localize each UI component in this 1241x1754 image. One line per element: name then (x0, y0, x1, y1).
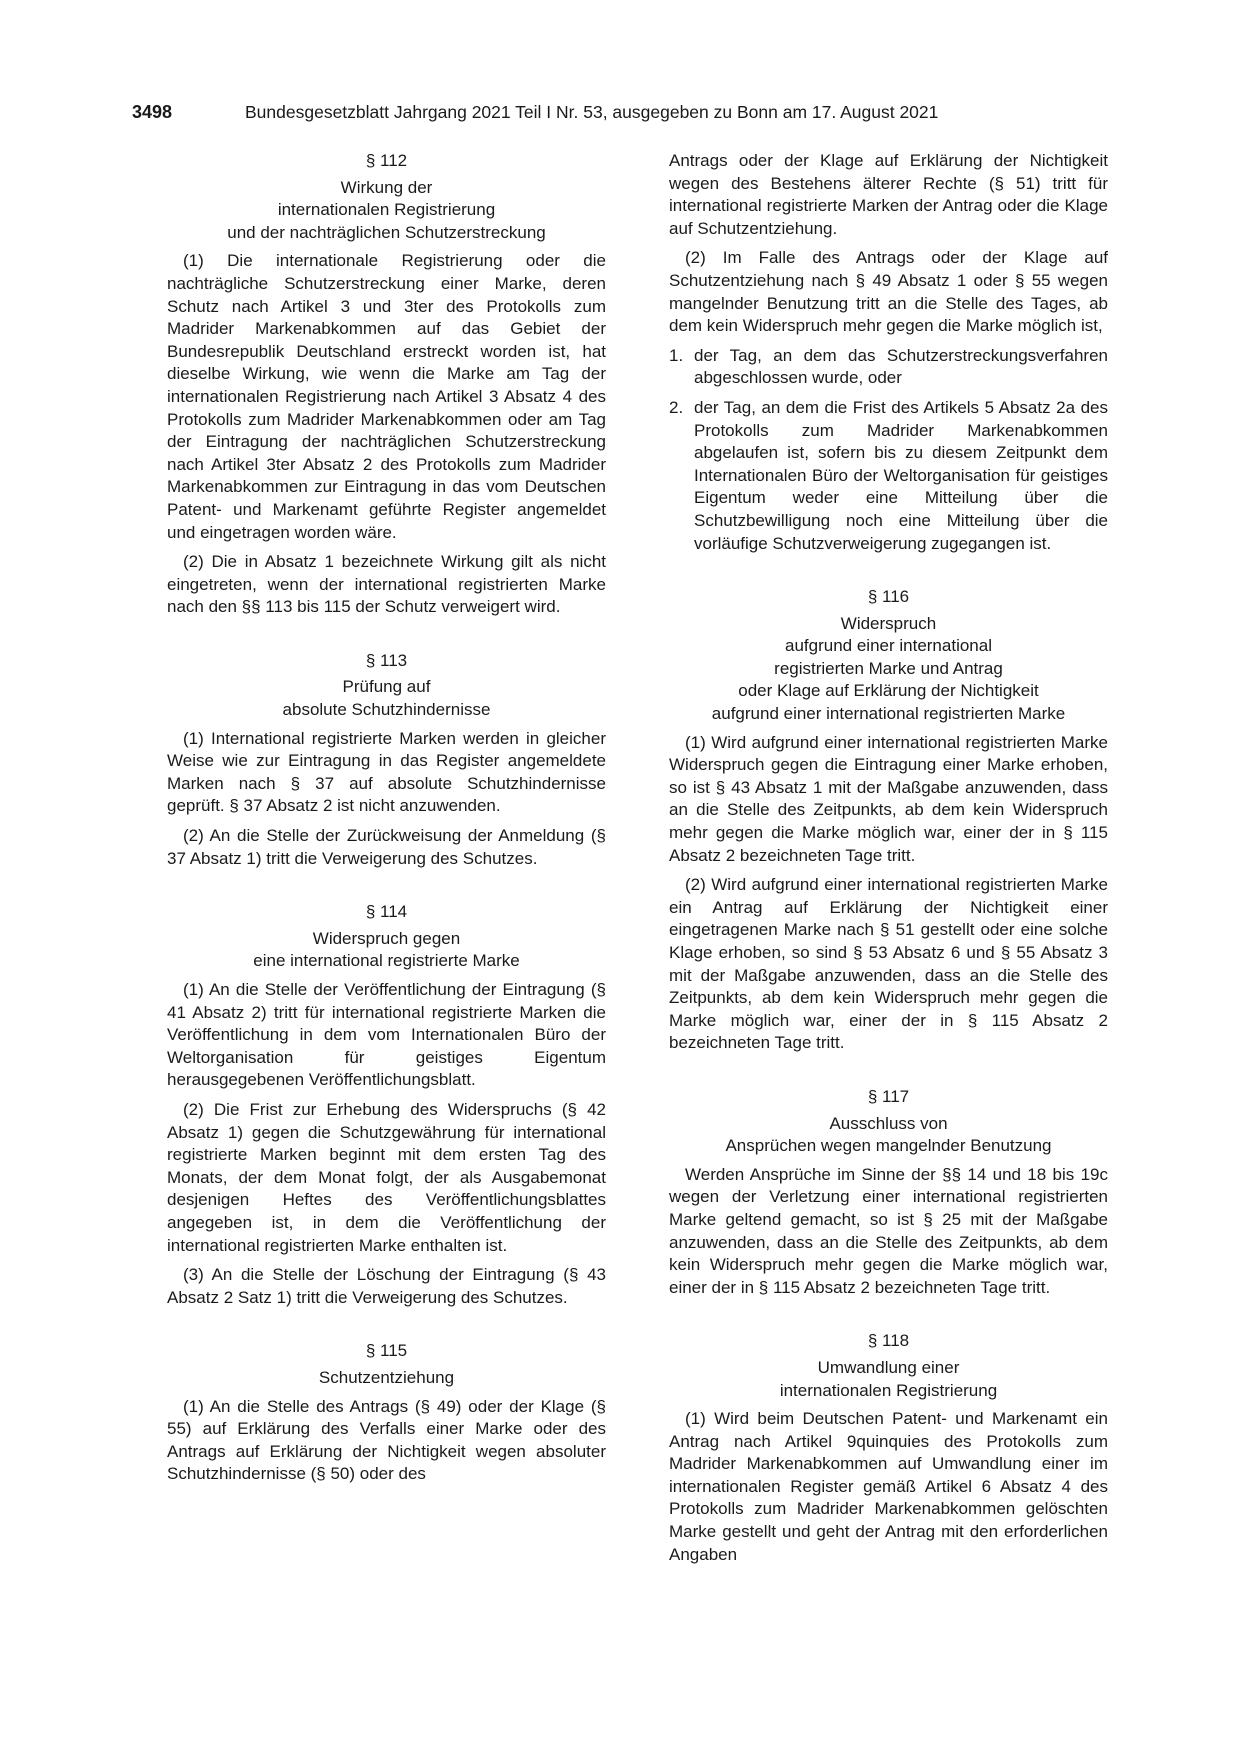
paragraph: (2) An die Stelle der Zurückweisung der Anmeldung (§ 37 Absatz 1) tritt die Verweigerung des Schutzes. (167, 826, 606, 868)
paragraph: (2) Im Falle des Antrags oder der Klage auf Schutzentziehung nach § 49 Absatz 1 oder § 55 wegen mangelnder Benutzung tritt an die Stelle des Tages, ab dem kein Widerspruch mehr gegen die Marke möglich ist, (669, 248, 1108, 336)
section-title-line: Umwandlung einer (817, 1357, 960, 1377)
page-header (132, 99, 1122, 125)
section-title-line: Widerspruch gegen (312, 928, 461, 948)
section-heading: § 118 (867, 1331, 910, 1351)
paragraph: (2) Die in Absatz 1 bezeichnete Wirkung gilt als nicht eingetreten, wenn der international registrierten Marke nach den §§ 113 bis 115 der Schutz verweigert wird. (167, 552, 606, 617)
section-title-line: Schutzentziehung (318, 1367, 455, 1387)
numbered-list (669, 345, 1108, 555)
section-title (167, 177, 606, 245)
section-title (167, 1367, 606, 1390)
section-title-line: eine international registrierte Marke (253, 951, 520, 971)
section-heading: § 117 (867, 1086, 910, 1106)
section-title (669, 1113, 1108, 1158)
section-title-line: Ausschluss von (829, 1113, 948, 1133)
list-item (669, 345, 1108, 390)
section-117 (669, 1086, 1108, 1299)
section-113 (167, 650, 606, 870)
section-heading: § 114 (365, 902, 408, 922)
paragraph: (1) Die internationale Registrierung oder die nachträgliche Schutzerstreckung einer Marke, deren Schutz nach Artikel 3 und 3ter des Protokolls zum Madrider Markenabkommen auf das Gebiet der Bundesrepublik Deutschland erstreckt worden ist, hat dieselbe Wirkung, wie wenn die Marke am Tag der internationalen Registrierung nach Artikel 3 Absatz 4 des Protokolls zum Madrider Markenabkommen oder am Tag der Eintragung der nachträglichen Schutzerstreckung nach Artikel 3ter Absatz 2 des Protokolls zum Madrider Markenabkommen zur Eintragung in das vom Deutschen Patent- und Markenamt geführte Register angemeldet und eingetragen worden wäre. (167, 251, 606, 542)
right-column (669, 150, 1108, 1573)
paragraph: Werden Ansprüche im Sinne der §§ 14 und 18 bis 19c wegen der Verletzung einer international registrierten Marke geltend gemacht, so ist § 25 mit der Maßgabe anzuwenden, dass an die Stelle des Zeitpunkts, ab dem kein Widerspruch mehr gegen die Marke möglich war, einer der in § 115 Absatz 2 bezeichneten Tage tritt. (669, 1164, 1108, 1297)
list-item (669, 397, 1108, 555)
section-heading: § 116 (867, 587, 910, 607)
section-title (669, 613, 1108, 726)
section-title-line: Prüfung auf (342, 677, 431, 697)
paragraph: (1) International registrierte Marken werden in gleicher Weise wie zur Eintragung in das Register angemeldete Marken nach § 37 auf absolute Schutzhindernisse geprüft. § 37 Absatz 2 ist nicht anzuwenden. (167, 728, 606, 816)
section-115-continued (669, 150, 1108, 555)
list-item-text: der Tag, an dem das Schutzerstreckungsverfahren abgeschlossen wurde, oder (694, 345, 1108, 388)
list-marker: 2. (669, 397, 684, 417)
list-item-text: der Tag, an dem die Frist des Artikels 5 Absatz 2a des Protokolls zum Madrider Markenabkommen abgelaufen ist, sofern bis zu diesem Zeitpunkt dem Internationalen Büro der Weltorganisation für geistiges Eigentum weder eine Mitteilung über die Schutzbewilligung noch eine Mitteilung über die vorläufige Schutzverweigerung zugegangen ist. (694, 397, 1108, 553)
running-header: Bundesgesetzblatt Jahrgang 2021 Teil I Nr. 53, ausgegeben zu Bonn am 17. August 2021 (245, 102, 939, 122)
section-114 (167, 901, 606, 1309)
section-heading: § 112 (365, 151, 408, 170)
section-heading: § 115 (365, 1341, 408, 1361)
section-title-line: und der nachträglichen Schutzerstreckung (227, 222, 546, 242)
paragraph: (2) Die Frist zur Erhebung des Widerspruchs (§ 42 Absatz 1) gegen die Schutzgewährung für international registrierte Marken beginnt mit dem ersten Tag des Monats, der dem Monat folgt, der als Ausgabemonat desjenigen Heftes des Veröffentlichungsblattes angegeben ist, in dem die Veröffentlichung der international registrierten Marke enthalten ist. (167, 1099, 606, 1255)
paragraph: (1) Wird beim Deutschen Patent- und Markenamt ein Antrag nach Artikel 9quinquies des Protokolls zum Madrider Markenabkommen auf Umwandlung einer im internationalen Register gemäß Artikel 6 Absatz 4 des Protokolls zum Madrider Markenabkommen gelöschten Marke gestellt und geht der Antrag mit den erforderlichen Angaben (669, 1409, 1108, 1564)
section-title (167, 676, 606, 721)
paragraph: (2) Wird aufgrund einer international registrierten Marke ein Antrag auf Erklärung der Nichtigkeit einer eingetragenen Marke nach § 51 gestellt oder eine solche Klage erhoben, so sind § 53 Absatz 6 und § 55 Absatz 3 mit der Maßgabe anzuwenden, dass an die Stelle des Zeitpunkts, ab dem kein Widerspruch mehr gegen die Marke möglich war, einer der in § 115 Absatz 2 bezeichneten Tage tritt. (669, 875, 1108, 1053)
section-title-line: registrierten Marke und Antrag (774, 658, 1003, 678)
section-title-line: aufgrund einer international registrierten Marke (711, 704, 1066, 724)
section-118 (669, 1330, 1108, 1566)
section-title-line: Widerspruch (840, 613, 937, 633)
paragraph: (3) An die Stelle der Löschung der Eintragung (§ 43 Absatz 2 Satz 1) tritt die Verweigerung des Schutzes. (167, 1265, 606, 1307)
paragraph: (1) Wird aufgrund einer international registrierten Marke Widerspruch gegen die Eintragung einer Marke erhoben, so ist § 43 Absatz 1 mit der Maßgabe anzuwenden, dass an die Stelle des Zeitpunkts, ab dem kein Widerspruch mehr gegen die Marke möglich war, einer der in § 115 Absatz 2 bezeichneten Tage tritt. (669, 732, 1108, 865)
paragraph: Antrags oder der Klage auf Erklärung der Nichtigkeit wegen des Bestehens älterer Rechte (§ 51) tritt für international registrierte Marken der Antrag oder die Klage auf Schutzentziehung. (669, 151, 1108, 238)
section-title-line: internationalen Registrierung (277, 200, 496, 220)
section-title-line: aufgrund einer international (785, 636, 992, 656)
paragraph: (1) An die Stelle der Veröffentlichung der Eintragung (§ 41 Absatz 2) tritt für international registrierte Marken die Veröffentlichung in dem vom Internationalen Büro der Weltorganisation für geistiges Eigentum herausgegebenen Veröffentlichungsblatt. (167, 980, 606, 1090)
left-column (167, 150, 606, 1493)
section-116 (669, 586, 1108, 1055)
section-112 (167, 150, 606, 619)
section-title (669, 1357, 1108, 1402)
section-title-line: Ansprüchen wegen mangelnder Benutzung (725, 1136, 1052, 1156)
section-title-line: Wirkung der (340, 177, 433, 197)
list-marker: 1. (669, 345, 684, 365)
page-number: 3498 (132, 102, 173, 122)
section-heading: § 113 (365, 650, 408, 670)
section-title (167, 928, 606, 973)
section-115 (167, 1340, 606, 1486)
paragraph: (1) An die Stelle des Antrags (§ 49) oder der Klage (§ 55) auf Erklärung des Verfalls einer Marke oder des Antrags auf Erklärung der Nichtigkeit wegen absoluter Schutzhindernisse (§ 50) oder des (167, 1396, 606, 1484)
section-title-line: absolute Schutzhindernisse (282, 700, 491, 720)
section-title-line: internationalen Registrierung (779, 1380, 998, 1400)
section-title-line: oder Klage auf Erklärung der Nichtigkeit (738, 681, 1039, 701)
